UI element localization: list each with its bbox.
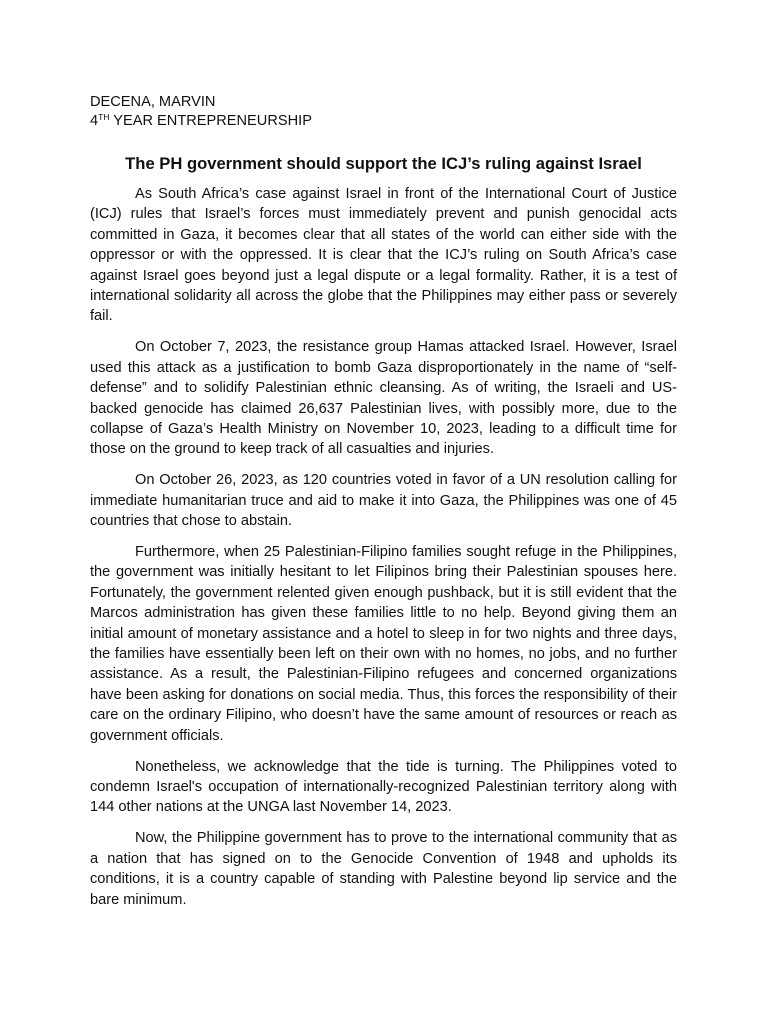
- year-superscript: TH: [98, 112, 110, 122]
- paragraph-2: On October 7, 2023, the resistance group Hamas attacked Israel. However, Israel used this attack as a justification to bomb Gaza disproportionately in the name of “self-defense” and to solidify Palestinian ethnic cleansing. As of writing, the Israeli and US-backed genocide has claimed 26,637 Palestinian lives, with possibly more, due to the collapse of Gaza’s Health Ministry on November 10, 2023, leading to a difficult time for those on the ground to keep track of all casualties and injuries.: [90, 339, 677, 458]
- paragraph-3: On October 26, 2023, as 120 countries voted in favor of a UN resolution calling for immediate humanitarian truce and aid to make it into Gaza, the Philippines was one of 45 countries that chose to abstain.: [90, 472, 677, 530]
- year-number: 4: [90, 113, 99, 129]
- paragraph-6: Now, the Philippine government has to prove to the international community that as a nation that has signed on to the Genocide Convention of 1948 and upholds its conditions, it is a country capable of standing with Palestine beyond lip service and the bare minimum.: [90, 830, 677, 908]
- paragraph-4: Furthermore, when 25 Palestinian-Filipino families sought refuge in the Philippines, the government was initially hesitant to let Filipinos bring their Palestinian spouses here. Fortunately, the government relented given enough pushback, but it is still evident that the Marcos administration has given these families little to no help. Beyond giving them an initial amount of monetary assistance and a hotel to sleep in for two nights and three days, the families have essentially been left on their own with no homes, no jobs, and no further assistance. As a result, the Palestinian-Filipino refugees and concerned organizations have been asking for donations on social media. Thus, this forces the responsibility of their care on the ordinary Filipino, who doesn’t have the same amount of resources or reach as government officials.: [90, 544, 677, 744]
- paragraph-1: As South Africa’s case against Israel in front of the International Court of Justice (ICJ) rules that Israel’s forces must immediately prevent and punish genocidal acts committed in Gaza, it becomes clear that all states of the world can either side with the oppressor or with the oppressed. It is clear that the ICJ’s ruling on South Africa’s case against Israel goes beyond just a legal dispute or a legal formality. Rather, it is a test of international solidarity all across the globe that the Philippines may either pass or severely fail.: [90, 186, 677, 325]
- year-text: YEAR ENTREPRENEURSHIP: [109, 113, 312, 129]
- document-title: The PH government should support the ICJ’s ruling against Israel: [125, 154, 642, 173]
- year-level: [90, 112, 677, 131]
- author-name: DECENA, MARVIN: [90, 94, 216, 110]
- document-body: [90, 93, 677, 920]
- paragraph-5: Nonetheless, we acknowledge that the tide is turning. The Philippines voted to condemn Israel's occupation of internationally-recognized Palestinian territory along with 144 other nations at the UNGA last November 14, 2023.: [90, 758, 677, 816]
